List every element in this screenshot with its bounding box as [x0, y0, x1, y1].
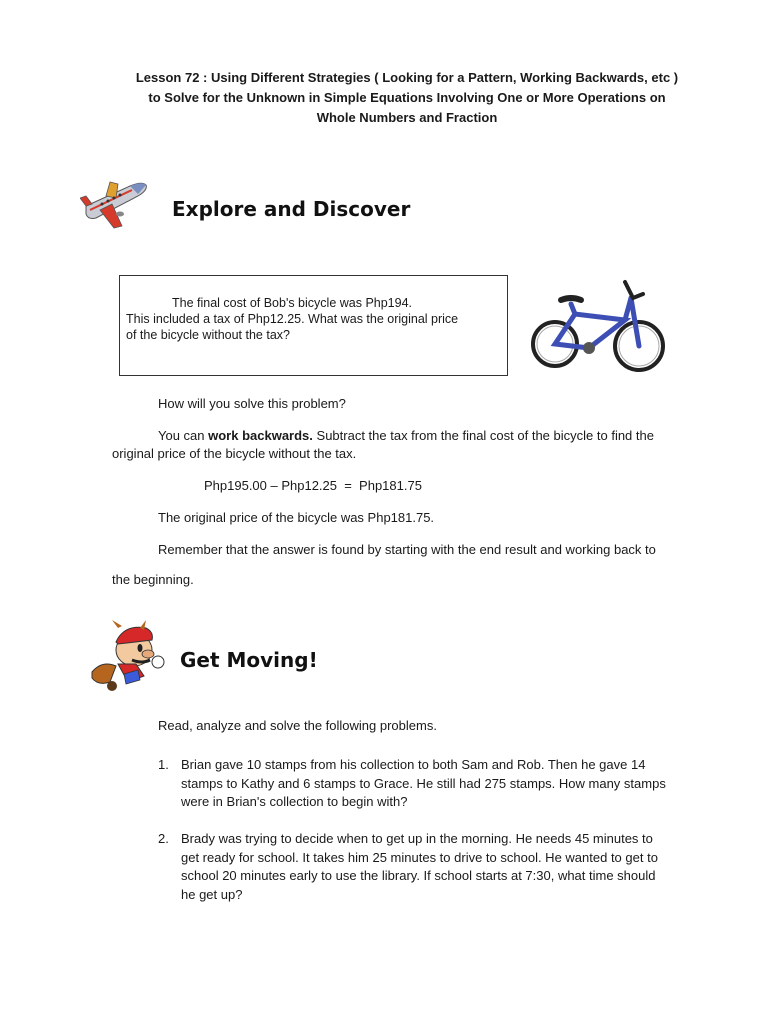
problem-line-2: This included a tax of Php12.25. What was the original price: [126, 312, 459, 326]
list-item-line: Brady was trying to decide when to get up in the morning. He needs 45 minutes to: [181, 831, 653, 846]
problem-line-3: of the bicycle without the tax?: [126, 328, 290, 342]
list-item-text: [181, 830, 711, 904]
airplane-icon: [80, 176, 152, 234]
bicycle-illustration: [527, 268, 669, 378]
list-item-line: get ready for school. It takes him 25 minutes to drive to school. He wanted to get to: [181, 849, 658, 865]
get-moving-heading: Get Moving!: [180, 648, 318, 672]
question-text: How will you solve this problem?: [158, 396, 346, 411]
lesson-title: [60, 68, 754, 128]
list-item-line: he get up?: [181, 886, 243, 902]
lesson-title-line-1: Lesson 72 : Using Different Strategies ( Looking for a Pattern, Working Backwards, etc ): [135, 70, 679, 85]
explore-heading: Explore and Discover: [172, 197, 411, 221]
remember-line-1: Remember that the answer is found by starting with the end result and working back to: [158, 542, 656, 557]
lesson-title-line-3: Whole Numbers and Fraction: [316, 110, 498, 125]
equation: Php195.00 – Php12.25 = Php181.75: [204, 478, 422, 493]
problem-box: [119, 275, 508, 376]
list-item-number: 2.: [158, 831, 169, 846]
hint-line-2: original price of the bicycle without the tax.: [112, 446, 357, 461]
list-item-line: stamps to Kathy and 6 stamps to Grace. He still had 275 stamps. How many stamps: [181, 775, 666, 791]
instruction-text: Read, analyze and solve the following problems.: [158, 718, 437, 733]
problem-line-1: The final cost of Bob's bicycle was Php194.: [172, 296, 413, 310]
list-item-line: school 20 minutes early to use the library. If school starts at 7:30, what time should: [181, 868, 656, 883]
list-item-line: were in Brian's collection to begin with?: [181, 794, 408, 809]
hint-line-1: [158, 427, 654, 445]
hint-prefix: You can: [158, 428, 209, 443]
flying-character-icon: [88, 620, 170, 692]
list-item-text: [181, 756, 711, 812]
lesson-title-line-2: to Solve for the Unknown in Simple Equations Involving One or More Operations on: [148, 90, 666, 105]
remember-line-2: the beginning.: [112, 572, 194, 587]
hint-rest: Subtract the tax from the final cost of the bicycle to find the: [312, 428, 654, 443]
list-item-line: Brian gave 10 stamps from his collection to both Sam and Rob. Then he gave 14: [181, 757, 646, 772]
answer-text: The original price of the bicycle was Php181.75.: [158, 510, 435, 525]
hint-bold: work backwards.: [208, 428, 313, 443]
list-item-number: 1.: [158, 757, 169, 772]
